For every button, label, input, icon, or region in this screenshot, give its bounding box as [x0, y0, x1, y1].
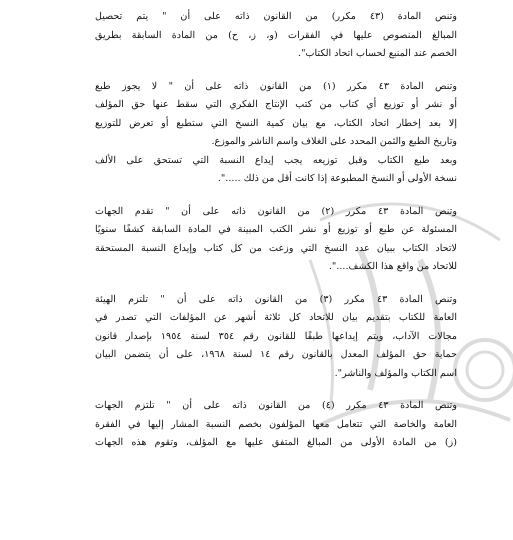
paragraph-article-43bis [95, 8, 457, 64]
text-line: وتنص المادة ٤٣ مكرر (٢) من القانون ذاته على أن " تقدم الجهات [95, 205, 457, 217]
text-line: وتنص المادة ٤٣ مكرر (٤) من القانون ذاته على أن " تلتزم الجهات [95, 400, 457, 411]
text-line: وبعد طبع الكتاب وقبل توزيعه يجب إيداع النسبة التي تستحق على الألف [95, 154, 457, 166]
text-line: مجالات الآداب، ويتم إيداعها طبقًا للقانون رقم ٣٥٤ لسنة ١٩٥٤ بإصدار قانون [95, 330, 457, 342]
text-line: اسم الكتاب والمؤلف والناشر". [334, 367, 457, 379]
text-line: وتاريخ الطبع والثمن المحدد على الغلاف واسم الناشر والموزع. [211, 136, 457, 147]
text-line: المسئولة عن طبع أو توزيع أو نشر الكتب المبينة في المادة السابقة كشفًا سنويًا [95, 224, 457, 235]
text-line: إلا بعد إخطار اتحاد الكتاب، مع بيان كمية النسخ التي ستطبع أو تعرض للتوزيع [95, 117, 457, 129]
text-line: العامة للكتاب بتقديم بيان للاتحاد كل ثلاثة أشهر عن المؤلفات التي تصدر في [95, 312, 457, 323]
text-line: العامة والخاصة التي تتعامل معها المؤلفون بخصم النسبة المشار إليها في الفقرة [95, 418, 457, 430]
text-line: (ز) من المادة الأولى من المبالغ المتفق عليها مع المؤلف، وتقوم هذه الجهات [95, 437, 457, 448]
paragraph-article-43bis-4 [95, 397, 457, 453]
text-line: حماية حق المؤلف المعدل بالقانون رقم ١٤ لسنة ١٩٦٨، على أن يتضمن البيان [95, 349, 457, 360]
text-line: للاتحاد من واقع هذا الكشف....". [328, 261, 457, 272]
text-line: أو نشر أو توزيع أي كتاب من كتب الإنتاج الفكري التي سقط عنها حق المؤلف [95, 99, 457, 110]
document-body [95, 8, 457, 467]
paragraph-article-43bis-1 [95, 78, 457, 189]
text-line: وتنص المادة ٤٣ مكرر (١) من القانون ذاته على أن " لا يجوز طبع [95, 80, 457, 92]
text-line: الخصم عند المنبع لحساب اتحاد الكتاب". [298, 48, 457, 59]
text-line: نسخة الأولى أو النسخ المطبوعة إذا كانت أقل من ذلك .....". [217, 173, 457, 184]
text-line: لاتحاد الكتاب ببيان عدد النسخ التي وزعت من كل كتاب وإيداع النسبة المستحقة [95, 242, 457, 254]
text-line: وتنص المادة (٤٣ مكرر) من القانون ذاته على أن " يتم تحصيل [95, 11, 457, 22]
paragraph-article-43bis-2 [95, 203, 457, 277]
text-line: المبالغ المنصوص عليها في الفقرات (و، ز، ح) من المادة السابقة بطريق [95, 29, 457, 41]
text-line: وتنص المادة ٤٣ مكرر (٣) من القانون ذاته على أن " تلتزم الهيئة [95, 293, 457, 305]
paragraph-article-43bis-3 [95, 291, 457, 384]
